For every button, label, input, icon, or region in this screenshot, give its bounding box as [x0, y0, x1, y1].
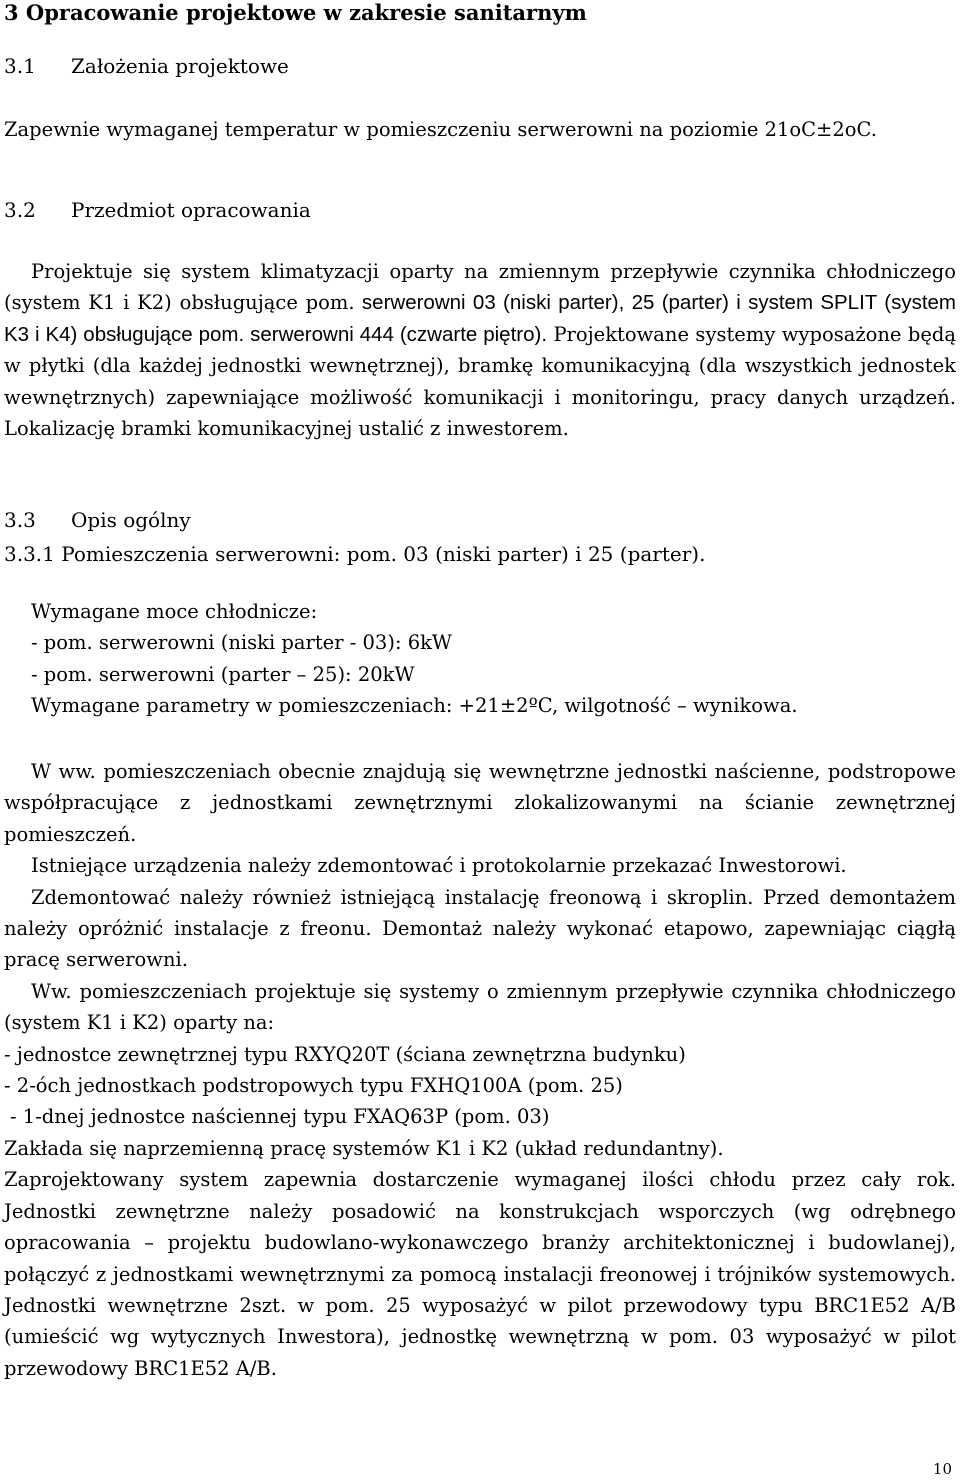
paragraph-systems: Ww. pomieszczeniach projektuje się systemy o zmiennym przepływie czynnika chłodniczego (system K1 i K2) oparty na:: [4, 979, 956, 1035]
section-heading-3-3: [4, 506, 191, 534]
paragraph-redundancy: Zakłada się naprzemienną pracę systemów K1 i K2 (układ redundantny).: [4, 1136, 724, 1160]
paragraph-dismantle: Istniejące urządzenia należy zdemontować i protokolarnie przekazać Inwestorowi.: [31, 854, 847, 878]
requirement-item: - pom. serwerowni (parter – 25): 20kW: [31, 662, 415, 686]
list-item: - 2-óch jednostkach podstropowych typu FXHQ100A (pom. 25): [4, 1074, 623, 1098]
section-title: Opis ogólny: [71, 508, 191, 532]
section-number: 3.1: [4, 54, 36, 78]
section-number: 3.3: [4, 508, 36, 532]
list-item: - jednostce zewnętrznej typu RXYQ20T (ściana zewnętrzna budynku): [4, 1042, 686, 1066]
section-title: Przedmiot opracowania: [71, 198, 311, 222]
section-heading-3-2: [4, 196, 311, 224]
requirements-list: [31, 596, 956, 722]
paragraph-freon: Zdemontować należy również istniejącą instalację freonową i skroplin. Przed demontażem należy opróżnić instalacje z freonu. Demontaż należy wykonać etapowo, zapewniając ciągłą pracę serwerowni.: [4, 885, 956, 972]
paragraph-part: Projektuje się system klimatyzacji oparty na zmiennym przepływie czynnika chłodniczego (system K1 i K2) obsługujące pom.: [4, 260, 956, 315]
requirement-parameters: Wymagane parametry w pomieszczeniach: +21±2ºC, wilgotność – wynikowa.: [31, 694, 798, 718]
requirements-title: Wymagane moce chłodnicze:: [31, 600, 318, 623]
body-section: [4, 756, 956, 1384]
section-number: 3.2: [4, 198, 36, 222]
chapter-heading: 3 Opracowanie projektowe w zakresie sanitarnym: [4, 0, 587, 25]
paragraph-temperature: Zapewnie wymaganej temperatur w pomieszczeniu serwerowni na poziomie 21oC±2oC.: [4, 118, 877, 141]
paragraph-existing-units: W ww. pomieszczeniach obecnie znajdują się wewnętrzne jednostki naścienne, podstropowe współpracujące z jednostkami zewnętrznymi zlokalizowanymi na ścianie zewnętrznej pomieszczeń.: [4, 760, 956, 846]
subsection-heading-3-3-1: 3.3.1 Pomieszczenia serwerowni: pom. 03 (niski parter) i 25 (parter).: [4, 542, 706, 566]
paragraph-part: Projektowane systemy wyposażone będą w płytki (dla każdej jednostki wewnętrznej), bramkę komunikacyjną (dla wszystkich jednostek wewnętrznych) zapewniające możliwość komunikacji i monitoringu, pracy danych urządzeń. Lokalizację bramki komunikacyjnej ustalić z inwestorem.: [4, 322, 957, 441]
page-number: 10: [932, 1460, 952, 1478]
paragraph-part: serwerowni 03 (niski parter), 25 (parter) i system SPLIT (system K3 i K4) obsługujące pom. serwerowni 444 (czwarte piętro).: [4, 291, 956, 346]
paragraph-design: Zaprojektowany system zapewnia dostarczenie wymaganej ilości chłodu przez cały rok. Jednostki zewnętrzne należy posadowić na konstrukcjach wsporczych (wg odrębnego opracowania – projektu budowlano-wykonawczego branży architektonicznej i budowlanej), połączyć z jednostkami wewnętrznymi za pomocą instalacji freonowej i trójników systemowych. Jednostki wewnętrzne 2szt. w pom. 25 wyposażyć w pilot przewodowy typu BRC1E52 A/B (umieścić wg wytycznych Inwestora), jednostkę wewnętrzną w pom. 03 wyposażyć w pilot przewodowy BRC1E52 A/B.: [4, 1168, 956, 1380]
paragraph-subject: [4, 256, 956, 444]
requirement-item: - pom. serwerowni (niski parter - 03): 6kW: [31, 631, 452, 655]
section-title: Założenia projektowe: [71, 54, 289, 78]
section-heading-3-1: [4, 52, 289, 80]
list-item: - 1-dnej jednostce naściennej typu FXAQ63P (pom. 03): [10, 1105, 550, 1129]
